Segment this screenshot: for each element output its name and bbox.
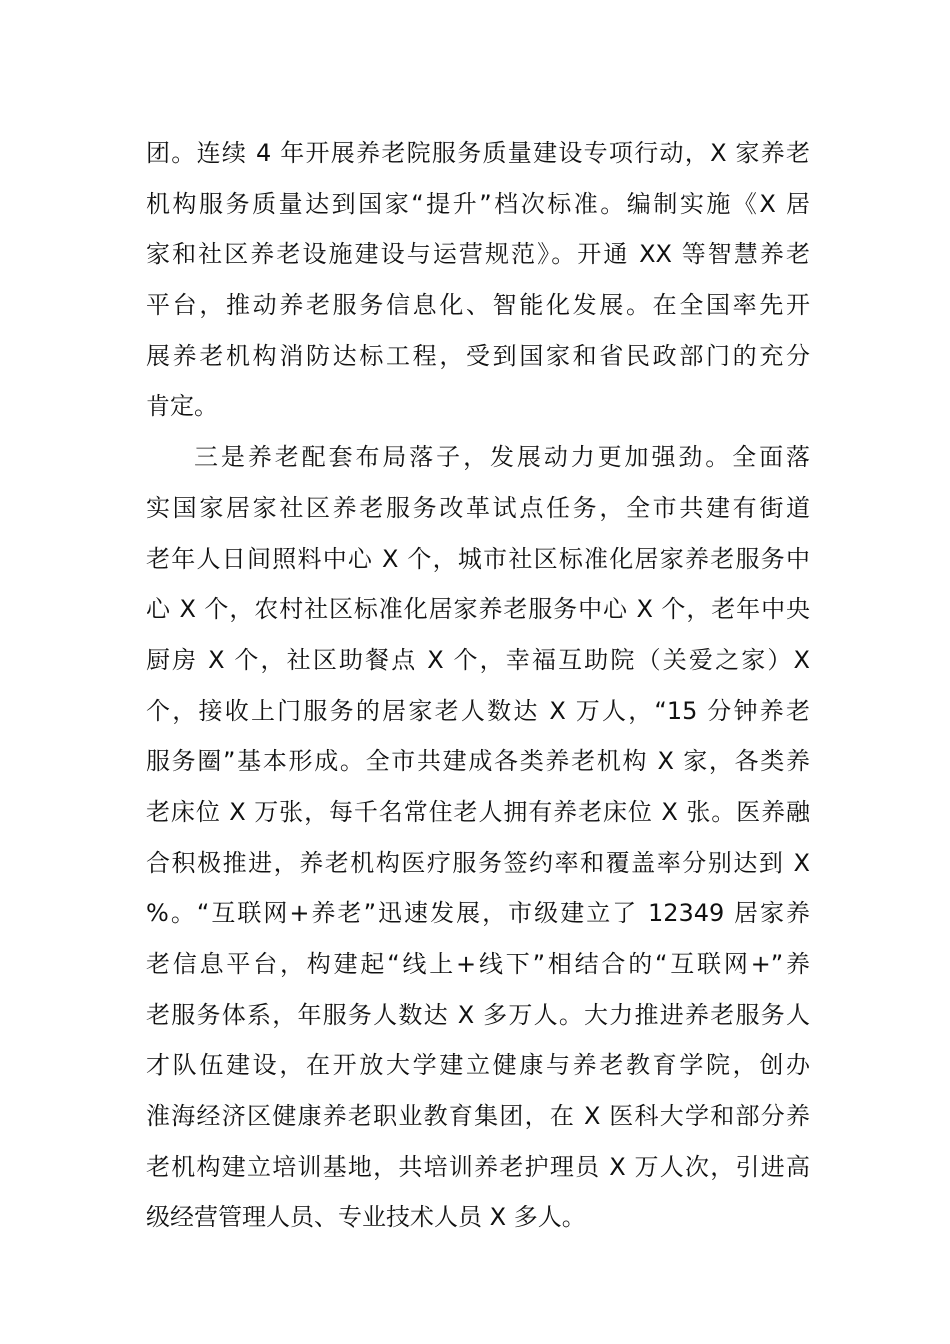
text-line: 个，接收上门服务的居家老人数达 X 万人，“15 分钟养老 [146,696,810,725]
text-line: 家和社区养老设施建设与运营规范》。开通 XX 等智慧养老 [146,240,810,269]
text-line: %。“互联网+养老”迅速发展，市级建立了 12349 居家养 [146,899,810,928]
text-line: 级经营管理人员、专业技术人员 X 多人。 [146,1203,586,1232]
text-line: 肯定。 [146,392,218,421]
text-line: 老年人日间照料中心 X 个，城市社区标准化居家养老服务中 [146,544,810,573]
text-line: 服务圈”基本形成。全市共建成各类养老机构 X 家，各类养 [146,747,810,776]
text-line: 心 X 个，农村社区标准化居家养老服务中心 X 个，老年中央 [146,595,810,624]
text-line: 老信息平台，构建起“线上+线下”相结合的“互联网+”养 [146,950,810,978]
text-line: 合积极推进，养老机构医疗服务签约率和覆盖率分别达到 X [146,848,810,877]
text-line: 老机构建立培训基地，共培训养老护理员 X 万人次，引进高 [146,1152,810,1181]
text-line: 实国家居家社区养老服务改革试点任务，全市共建有街道 [146,493,810,522]
text-line: 淮海经济区健康养老职业教育集团，在 X 医科大学和部分养 [146,1102,810,1131]
text-line: 展养老机构消防达标工程，受到国家和省民政部门的充分 [146,341,810,370]
paragraph-first-line: 三是养老配套布局落子，发展动力更加强劲。全面落 [194,443,810,472]
text-line: 老服务体系，年服务人数达 X 多万人。大力推进养老服务人 [146,1000,810,1029]
text-line: 机构服务质量达到国家“提升”档次标准。编制实施《X 居 [146,189,810,218]
document-body [146,128,810,1243]
text-line: 老床位 X 万张，每千名常住老人拥有养老床位 X 张。医养融 [146,797,810,826]
text-line: 才队伍建设，在开放大学建立健康与养老教育学院，创办 [146,1051,810,1080]
text-line: 团。连续 4 年开展养老院服务质量建设专项行动，X 家养老 [146,139,810,167]
text-line: 厨房 X 个，社区助餐点 X 个，幸福互助院（关爱之家）X [146,645,810,674]
text-line: 平台，推动养老服务信息化、智能化发展。在全国率先开 [146,291,810,320]
